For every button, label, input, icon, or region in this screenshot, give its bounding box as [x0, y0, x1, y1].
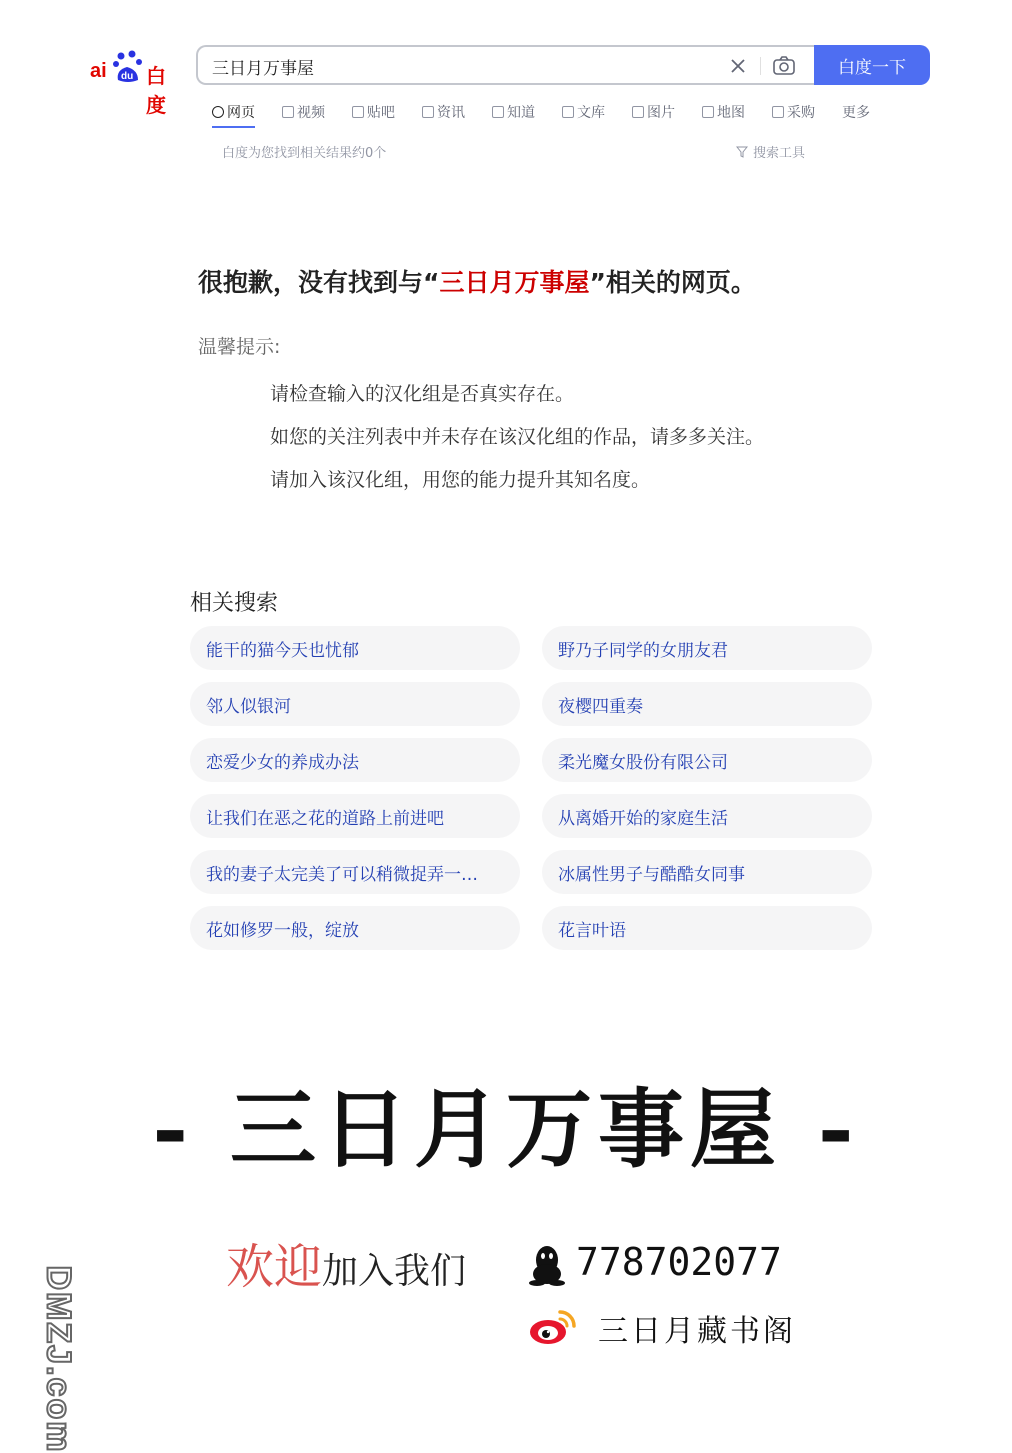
- sorry-suffix: ”相关的网页。: [589, 268, 756, 297]
- tips-title: 温馨提示:: [198, 336, 281, 358]
- logo-ai-text: ai: [90, 60, 107, 82]
- paw-logo-icon: [112, 50, 144, 84]
- related-search-label: 恋爱少女的养成办法: [206, 752, 359, 773]
- related-search-item[interactable]: [190, 794, 520, 838]
- no-results-message: [198, 263, 756, 299]
- result-count: 白度为您找到相关结果约0个: [222, 146, 387, 161]
- tab-tieba[interactable]: [352, 98, 395, 126]
- site-watermark: DMZJ.com: [39, 1265, 78, 1453]
- related-search-label: 柔光魔女股份有限公司: [558, 752, 728, 773]
- weibo-icon: [528, 1304, 578, 1346]
- logo-du-text: du: [121, 71, 134, 82]
- related-search-item[interactable]: [190, 626, 520, 670]
- tab-label: 视频: [297, 105, 325, 121]
- tip-item: 请检查输入的汉化组是否真实存在。: [270, 383, 575, 405]
- logo-text: 白度: [146, 64, 166, 117]
- tab-label: 文库: [577, 105, 605, 121]
- search-tabs: [212, 98, 897, 128]
- tab-purchase[interactable]: [772, 98, 815, 126]
- tab-label: 地图: [717, 105, 745, 121]
- related-search-label: 冰属性男子与酷酷女同事: [558, 864, 745, 885]
- tab-label: 知道: [507, 105, 535, 121]
- tab-web[interactable]: [212, 98, 255, 128]
- question-icon: [492, 106, 504, 118]
- video-icon: [282, 106, 294, 118]
- related-search-label: 邻人似银河: [206, 696, 291, 717]
- baidu-logo[interactable]: [90, 48, 182, 117]
- tieba-icon: [352, 106, 364, 118]
- shopping-icon: [772, 106, 784, 118]
- tab-zhidao[interactable]: [492, 98, 535, 126]
- map-icon: [702, 106, 714, 118]
- related-search-title: 相关搜索: [190, 591, 279, 616]
- document-icon: [562, 106, 574, 118]
- related-search-label: 花如修罗一般，绽放: [206, 920, 359, 941]
- tab-wenku[interactable]: [562, 98, 605, 126]
- related-search-grid: [190, 626, 872, 950]
- search-icon: [212, 106, 224, 118]
- tab-label: 资讯: [437, 105, 465, 121]
- welcome-text: [226, 1228, 466, 1297]
- related-search-item[interactable]: [542, 626, 872, 670]
- related-search-item[interactable]: [190, 738, 520, 782]
- tab-map[interactable]: [702, 98, 745, 126]
- tab-label: 图片: [647, 105, 675, 121]
- related-search-item[interactable]: [542, 794, 872, 838]
- related-search-label: 夜樱四重奏: [558, 696, 643, 717]
- join-us-word: 加入我们: [322, 1251, 467, 1292]
- tab-video[interactable]: [282, 98, 325, 126]
- related-search-label: 野乃子同学的女朋友君: [558, 640, 728, 661]
- related-search-label: 我的妻子太完美了可以稍微捉弄一…: [206, 864, 478, 885]
- tab-label: 贴吧: [367, 105, 395, 121]
- qq-penguin-icon: [528, 1244, 566, 1286]
- related-search-item[interactable]: [542, 850, 872, 894]
- sorry-keyword: 三日月万事屋: [439, 268, 590, 297]
- tab-news[interactable]: [422, 98, 465, 126]
- related-search-item[interactable]: [190, 850, 520, 894]
- welcome-word: 欢迎: [226, 1239, 323, 1295]
- search-tools-button[interactable]: [736, 142, 805, 161]
- tab-label: 采购: [787, 105, 815, 121]
- related-search-label: 花言叶语: [558, 920, 626, 941]
- clear-icon[interactable]: [728, 56, 748, 76]
- sorry-prefix: 很抱歉，没有找到与“: [198, 268, 440, 297]
- camera-icon[interactable]: [772, 55, 796, 77]
- search-input[interactable]: [212, 53, 692, 79]
- search-box: [196, 45, 814, 85]
- tab-more[interactable]: [842, 98, 870, 126]
- related-search-item[interactable]: [542, 906, 872, 950]
- related-search-item[interactable]: [542, 682, 872, 726]
- related-search-label: 从离婚开始的家庭生活: [558, 808, 728, 829]
- related-search-label: 能干的猫今天也忧郁: [206, 640, 359, 661]
- filter-icon: [736, 146, 748, 158]
- image-icon: [632, 106, 644, 118]
- tab-images[interactable]: [632, 98, 675, 126]
- related-search-item[interactable]: [542, 738, 872, 782]
- search-button[interactable]: 白度一下: [814, 45, 930, 85]
- tab-label: 网页: [227, 105, 255, 121]
- search-tools-label: 搜索工具: [753, 146, 806, 161]
- news-icon: [422, 106, 434, 118]
- search-divider: [760, 57, 761, 75]
- related-search-label: 让我们在恶之花的道路上前进吧: [206, 808, 444, 829]
- group-title: - 三日月万事屋 -: [152, 1079, 860, 1180]
- tab-label: 更多: [842, 105, 870, 121]
- weibo-name: 三日月藏书阁: [598, 1314, 796, 1349]
- related-search-item[interactable]: [190, 906, 520, 950]
- related-search-item[interactable]: [190, 682, 520, 726]
- qq-number: 778702077: [576, 1240, 782, 1284]
- tip-item: 如您的关注列表中并未存在该汉化组的作品，请多多关注。: [270, 426, 765, 448]
- tips-list: [270, 373, 764, 502]
- tip-item: 请加入该汉化组，用您的能力提升其知名度。: [270, 469, 651, 491]
